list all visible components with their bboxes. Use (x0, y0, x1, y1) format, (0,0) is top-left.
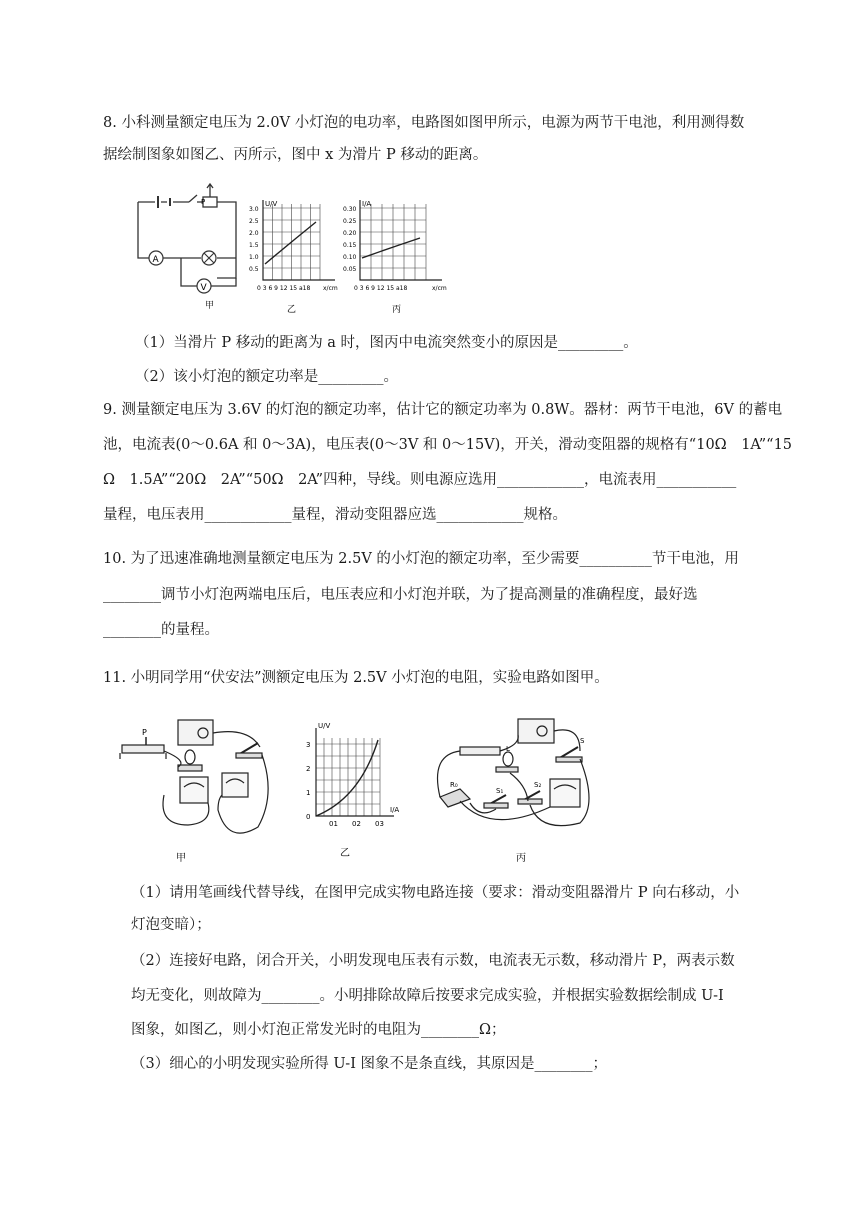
q8-bing-ytick: 0.10 (343, 254, 357, 261)
q10-text-line-1: 10. 为了迅速准确地测量额定电压为 2.5V 的小灯泡的额定功率，至少需要__________节干电池，用 (103, 551, 739, 567)
q8-bing-ytick: 0.15 (343, 242, 357, 249)
q8-bing-ylabel: I/A (362, 200, 372, 208)
q11-bing-meter-icon (550, 779, 580, 807)
q8-yi-ytick: 1.5 (249, 242, 259, 249)
q8-yi-ytick: 3.0 (249, 206, 259, 213)
q8-text-line-2: 据绘制图象如图乙、丙所示，图中 x 为滑片 P 移动的距离。 (103, 147, 488, 163)
q11-slider-label: P (142, 728, 147, 737)
q11-yi-xtick: 02 (352, 820, 361, 828)
q8-bing-ytick: 0.30 (343, 206, 357, 213)
q8-wire-top (138, 202, 236, 278)
q8-yi-ytick: 2.5 (249, 218, 259, 225)
q8-yi-ylabel: U/V (265, 200, 278, 208)
q11-caption-jia: 甲 (176, 853, 186, 864)
q11-circuit-figure-jia (118, 715, 278, 865)
q8-yi-xticks: 0 3 6 9 12 15 a18 (257, 285, 311, 292)
q11-yi-xlabel: I/A (390, 806, 400, 814)
q11-bulb-icon (185, 750, 195, 764)
q9-text-line-4: 量程，电压表用____________量程，滑动变阻器应选____________规格。 (103, 507, 567, 523)
q9-text-line-2: 池，电流表(0～0.6A 和 0～3A)，电压表(0～3V 和 0～15V)，开关，滑动变阻器的规格有“10Ω 1A”“15 (103, 437, 793, 453)
q11-yi-ylabel: U/V (318, 722, 331, 730)
q11-sub-question-2-line-1: （2）连接好电路，闭合开关，小明发现电压表有示数，电流表无示数，移动滑片 P，两表示数 (131, 953, 735, 969)
q8-bing-ytick: 0.25 (343, 218, 357, 225)
q8-caption-jia: 甲 (205, 301, 215, 310)
q11-yi-origin: 0 (306, 813, 311, 821)
q8-bing-ytick: 0.20 (343, 230, 357, 237)
q8-caption-yi: 乙 (287, 305, 297, 315)
q11-rheostat-icon (122, 745, 164, 753)
q8-sub-question-2: （2）该小灯泡的额定功率是_________。 (135, 369, 398, 385)
q8-yi-ytick: 2.0 (249, 230, 259, 237)
q11-sub-question-2-line-3: 图象，如图乙，则小灯泡正常发光时的电阻为________Ω； (131, 1022, 506, 1038)
q11-bing-r0-icon (440, 789, 470, 807)
q11-bing-r0-label: R₀ (450, 781, 458, 789)
q11-graph-yi (300, 722, 405, 862)
q11-ammeter-icon (180, 777, 208, 803)
q8-caption-bing: 丙 (392, 305, 402, 315)
q9-text-line-3: Ω 1.5A”“20Ω 2A”“50Ω 2A”四种，导线。则电源应选用____________，电流表用___________ (103, 472, 737, 488)
q11-voltmeter-icon (222, 773, 248, 797)
q11-bing-s-label: S (580, 737, 585, 745)
q8-circuit-figure-jia (133, 180, 241, 310)
q8-yi-xlabel: x/cm (323, 285, 338, 292)
q11-bing-lamp-label: L (506, 745, 510, 753)
q11-sub-question-1-line-1: （1）请用笔画线代替导线，在图甲完成实物电路连接（要求：滑动变阻器滑片 P 向右移动，小 (131, 885, 740, 901)
q11-sub-question-2-line-2: 均无变化，则故障为________。小明排除故障后按要求完成实验，并根据实验数据绘制成 U-I (131, 988, 724, 1004)
q11-bing-battery-box-icon (518, 719, 554, 743)
q11-text-line-1: 11. 小明同学用“伏安法”测额定电压为 2.5V 小灯泡的电阻，实验电路如图甲。 (103, 670, 609, 686)
q8-voltmeter-label: V (200, 283, 207, 293)
q8-lamp-icon (202, 251, 216, 265)
q8-yi-ytick: 0.5 (249, 266, 259, 273)
q11-sub-question-3: （3）细心的小明发现实验所得 U-I 图象不是条直线，其原因是________； (131, 1056, 608, 1072)
q11-circuit-figure-bing (430, 715, 600, 865)
q11-yi-xtick: 03 (375, 820, 384, 828)
q8-sub-question-1: （1）当滑片 P 移动的距离为 a 时，图丙中电流突然变小的原因是_________。 (135, 335, 638, 351)
q11-bing-s1-label: S₁ (496, 787, 504, 795)
q8-text-line-1: 8. 小科测量额定电压为 2.0V 小灯泡的电功率，电路图如图甲所示，电源为两节干电池，利用测得数 (103, 115, 745, 131)
q8-bing-xticks: 0 3 6 9 12 15 a18 (354, 285, 408, 292)
q8-bing-xlabel: x/cm (432, 285, 447, 292)
q8-bing-ytick: 0.05 (343, 266, 357, 273)
q11-yi-xtick: 01 (329, 820, 338, 828)
q11-bing-rheostat-icon (460, 747, 500, 755)
q8-ammeter-label: A (152, 255, 159, 265)
q11-caption-bing: 丙 (516, 853, 526, 864)
q8-graph-yi (245, 198, 345, 320)
q11-yi-ytick: 1 (306, 789, 311, 797)
q8-slider-label: P (201, 198, 206, 206)
q11-yi-ytick: 3 (306, 741, 311, 749)
q11-sub-question-1-line-2: 灯泡变暗）； (131, 917, 211, 933)
q8-graph-bing (340, 198, 460, 320)
q11-bing-bulb-icon (503, 752, 513, 766)
q11-yi-ytick: 2 (306, 765, 311, 773)
q11-bing-s2-label: S₂ (534, 781, 542, 789)
q11-caption-yi: 乙 (340, 848, 350, 859)
q8-yi-ytick: 1.0 (249, 254, 259, 261)
q10-text-line-3: ________的量程。 (103, 622, 219, 638)
q9-text-line-1: 9. 测量额定电压为 3.6V 的灯泡的额定功率，估计它的额定功率为 0.8W。器材：两节干电池，6V 的蓄电 (103, 402, 783, 418)
q10-text-line-2: ________调节小灯泡两端电压后，电压表应和小灯泡并联，为了提高测量的准确程度，最好选 (103, 587, 698, 603)
